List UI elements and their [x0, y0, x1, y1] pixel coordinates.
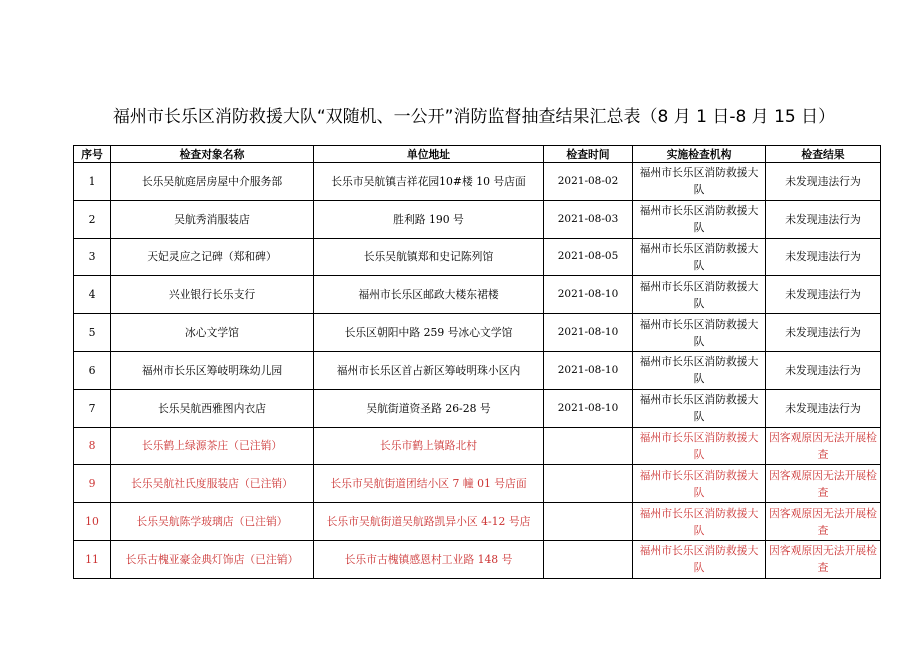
- cell-org: 福州市长乐区消防救援大队: [633, 540, 766, 578]
- cell-name: 冰心文学馆: [111, 314, 314, 352]
- cell-result: 未发现违法行为: [766, 238, 881, 276]
- table-row: [74, 427, 881, 465]
- cell-index: 3: [74, 238, 111, 276]
- table-row: [74, 238, 881, 276]
- cell-name: 天妃灵应之记碑（郑和碑）: [111, 238, 314, 276]
- table-row: [74, 540, 881, 578]
- cell-org: 福州市长乐区消防救援大队: [633, 238, 766, 276]
- cell-result: 未发现违法行为: [766, 314, 881, 352]
- cell-address: 长乐吴航镇郑和史记陈列馆: [314, 238, 544, 276]
- cell-org: 福州市长乐区消防救援大队: [633, 503, 766, 541]
- cell-result: 因客观原因无法开展检查: [766, 427, 881, 465]
- header-index: 序号: [74, 146, 111, 163]
- cell-address: 长乐区朝阳中路 259 号冰心文学馆: [314, 314, 544, 352]
- inspection-summary-table: [73, 145, 881, 579]
- table-header: [74, 146, 881, 163]
- cell-result: 未发现违法行为: [766, 351, 881, 389]
- cell-name: 长乐吴航社氏度服装店（已注销）: [111, 465, 314, 503]
- cell-address: 福州市长乐区首占新区筹岐明珠小区内: [314, 351, 544, 389]
- cell-address: 胜利路 190 号: [314, 200, 544, 238]
- cell-org: 福州市长乐区消防救援大队: [633, 200, 766, 238]
- cell-name: 长乐吴航西雅图内衣店: [111, 389, 314, 427]
- cell-index: 8: [74, 427, 111, 465]
- cell-date: 2021-08-10: [544, 314, 633, 352]
- cell-name: 兴业银行长乐支行: [111, 276, 314, 314]
- table-row: [74, 465, 881, 503]
- cell-index: 7: [74, 389, 111, 427]
- cell-org: 福州市长乐区消防救援大队: [633, 163, 766, 201]
- cell-name: 长乐鹤上绿源茶庄（已注销）: [111, 427, 314, 465]
- cell-address: 长乐市鹤上镇路北村: [314, 427, 544, 465]
- cell-result: 因客观原因无法开展检查: [766, 465, 881, 503]
- cell-date: 2021-08-10: [544, 276, 633, 314]
- cell-date: 2021-08-10: [544, 389, 633, 427]
- table-row: [74, 351, 881, 389]
- table-row: [74, 389, 881, 427]
- cell-date: 2021-08-05: [544, 238, 633, 276]
- cell-org: 福州市长乐区消防救援大队: [633, 465, 766, 503]
- table-row: [74, 200, 881, 238]
- cell-date: [544, 540, 633, 578]
- header-result: 检查结果: [766, 146, 881, 163]
- cell-address: 长乐市古槐镇感恩村工业路 148 号: [314, 540, 544, 578]
- header-address: 单位地址: [314, 146, 544, 163]
- table-row: [74, 276, 881, 314]
- cell-name: 吴航秀消服装店: [111, 200, 314, 238]
- document-title: 福州市长乐区消防救援大队“双随机、一公开”消防监督抽查结果汇总表（8 月 1 日-8 月 15 日）: [112, 107, 836, 127]
- cell-org: 福州市长乐区消防救援大队: [633, 276, 766, 314]
- cell-org: 福州市长乐区消防救援大队: [633, 351, 766, 389]
- cell-index: 1: [74, 163, 111, 201]
- header-date: 检查时间: [544, 146, 633, 163]
- cell-index: 11: [74, 540, 111, 578]
- table-body: [74, 163, 881, 579]
- table-row: [74, 503, 881, 541]
- cell-result: 未发现违法行为: [766, 163, 881, 201]
- cell-address: 福州市长乐区邮政大楼东裙楼: [314, 276, 544, 314]
- cell-org: 福州市长乐区消防救援大队: [633, 389, 766, 427]
- cell-address: 吴航街道资圣路 26-28 号: [314, 389, 544, 427]
- cell-org: 福州市长乐区消防救援大队: [633, 427, 766, 465]
- cell-name: 长乐古槐亚豪金典灯饰店（已注销）: [111, 540, 314, 578]
- cell-address: 长乐市吴航街道团结小区 7 幢 01 号店面: [314, 465, 544, 503]
- cell-date: 2021-08-02: [544, 163, 633, 201]
- cell-index: 10: [74, 503, 111, 541]
- header-row: [74, 146, 881, 163]
- cell-name: 福州市长乐区筹岐明珠幼儿园: [111, 351, 314, 389]
- cell-result: 因客观原因无法开展检查: [766, 503, 881, 541]
- table-row: [74, 314, 881, 352]
- cell-index: 5: [74, 314, 111, 352]
- header-name: 检查对象名称: [111, 146, 314, 163]
- cell-address: 长乐市吴航镇吉祥花园10#楼 10 号店面: [314, 163, 544, 201]
- cell-index: 9: [74, 465, 111, 503]
- cell-index: 4: [74, 276, 111, 314]
- cell-date: [544, 465, 633, 503]
- cell-name: 长乐吴航庭居房屋中介服务部: [111, 163, 314, 201]
- cell-date: [544, 427, 633, 465]
- cell-name: 长乐吴航陈学玻璃店（已注销）: [111, 503, 314, 541]
- cell-date: 2021-08-10: [544, 351, 633, 389]
- cell-result: 因客观原因无法开展检查: [766, 540, 881, 578]
- table-row: [74, 163, 881, 201]
- header-org: 实施检查机构: [633, 146, 766, 163]
- cell-date: [544, 503, 633, 541]
- cell-org: 福州市长乐区消防救援大队: [633, 314, 766, 352]
- cell-index: 6: [74, 351, 111, 389]
- cell-date: 2021-08-03: [544, 200, 633, 238]
- cell-result: 未发现违法行为: [766, 389, 881, 427]
- cell-result: 未发现违法行为: [766, 276, 881, 314]
- cell-address: 长乐市吴航街道吴航路凯异小区 4-12 号店: [314, 503, 544, 541]
- cell-index: 2: [74, 200, 111, 238]
- cell-result: 未发现违法行为: [766, 200, 881, 238]
